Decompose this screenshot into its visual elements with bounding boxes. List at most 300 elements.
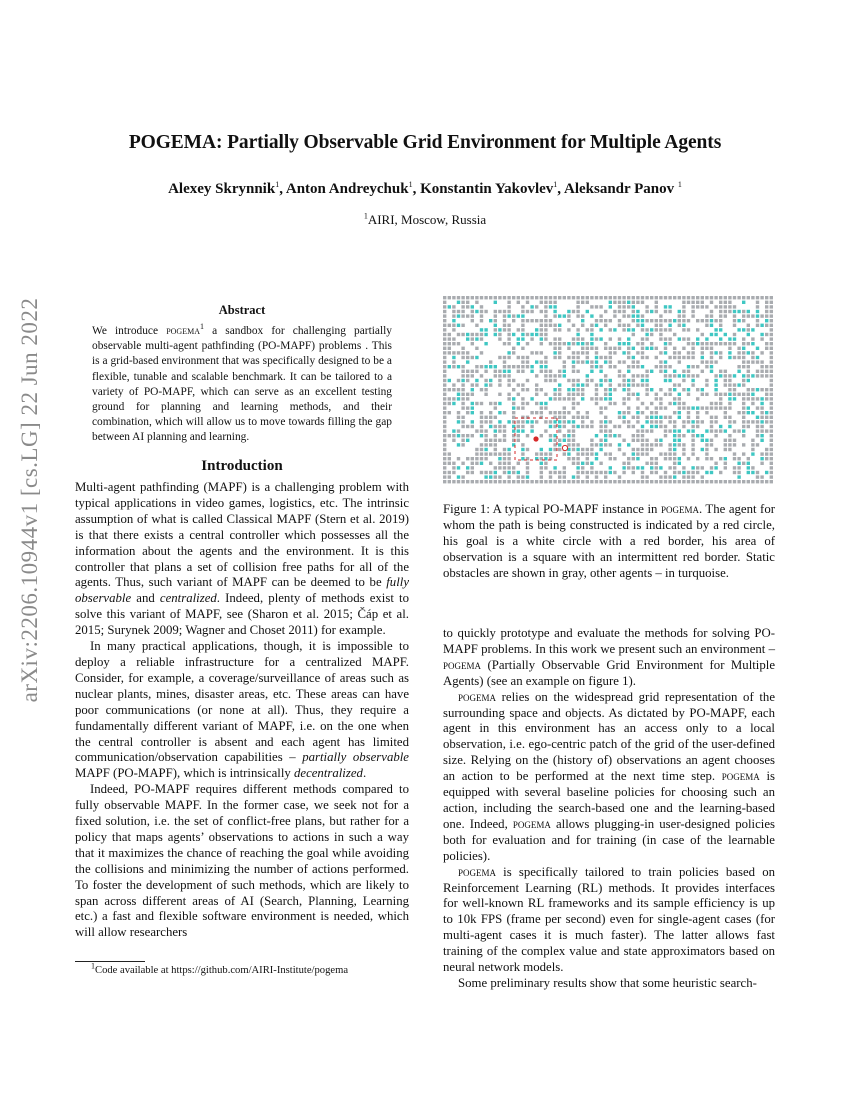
obstacle-cell: [443, 471, 446, 474]
obstacle-cell: [489, 452, 492, 455]
obstacle-cell: [599, 462, 602, 465]
obstacle-cell: [742, 342, 745, 345]
obstacle-cell: [475, 324, 478, 327]
obstacle-cell: [691, 480, 694, 483]
obstacle-cell: [572, 457, 575, 460]
obstacle-cell: [710, 310, 713, 313]
obstacle-cell: [645, 462, 648, 465]
other-agent-cell: [747, 406, 750, 409]
obstacle-cell: [572, 365, 575, 368]
other-agent-cell: [618, 411, 621, 414]
obstacle-cell: [494, 466, 497, 469]
obstacle-cell: [586, 475, 589, 478]
obstacle-cell: [517, 462, 520, 465]
obstacle-cell: [770, 324, 773, 327]
obstacle-cell: [609, 434, 612, 437]
obstacle-cell: [659, 296, 662, 299]
obstacle-cell: [443, 310, 446, 313]
obstacle-cell: [760, 416, 763, 419]
obstacle-cell: [724, 443, 727, 446]
obstacle-cell: [448, 411, 451, 414]
obstacle-cell: [489, 411, 492, 414]
obstacle-cell: [581, 425, 584, 428]
obstacle-cell: [618, 305, 621, 308]
other-agent-cell: [678, 310, 681, 313]
other-agent-cell: [737, 328, 740, 331]
obstacle-cell: [678, 434, 681, 437]
other-agent-cell: [655, 425, 658, 428]
obstacle-cell: [484, 429, 487, 432]
other-agent-cell: [673, 434, 676, 437]
other-agent-cell: [480, 462, 483, 465]
obstacle-cell: [710, 347, 713, 350]
other-agent-cell: [567, 420, 570, 423]
obstacle-cell: [475, 448, 478, 451]
obstacle-cell: [590, 397, 593, 400]
obstacle-cell: [756, 425, 759, 428]
other-agent-cell: [751, 374, 754, 377]
obstacle-cell: [457, 333, 460, 336]
other-agent-cell: [609, 393, 612, 396]
obstacle-cell: [701, 347, 704, 350]
obstacle-cell: [604, 374, 607, 377]
obstacle-cell: [668, 374, 671, 377]
obstacle-cell: [540, 301, 543, 304]
obstacle-cell: [581, 351, 584, 354]
obstacle-cell: [461, 296, 464, 299]
obstacle-cell: [733, 466, 736, 469]
obstacle-cell: [687, 356, 690, 359]
other-agent-cell: [751, 342, 754, 345]
obstacle-cell: [714, 462, 717, 465]
other-agent-cell: [517, 342, 520, 345]
obstacle-cell: [705, 457, 708, 460]
obstacle-cell: [710, 406, 713, 409]
other-agent-cell: [719, 328, 722, 331]
obstacle-cell: [627, 324, 630, 327]
obstacle-cell: [618, 296, 621, 299]
obstacle-cell: [659, 402, 662, 405]
obstacle-cell: [655, 443, 658, 446]
obstacle-cell: [443, 411, 446, 414]
obstacle-cell: [443, 370, 446, 373]
obstacle-cell: [691, 475, 694, 478]
obstacle-cell: [530, 296, 533, 299]
other-agent-cell: [756, 310, 759, 313]
obstacle-cell: [572, 351, 575, 354]
obstacle-cell: [507, 356, 510, 359]
other-agent-cell: [622, 466, 625, 469]
obstacle-cell: [452, 337, 455, 340]
obstacle-cell: [466, 457, 469, 460]
obstacle-cell: [581, 420, 584, 423]
obstacle-cell: [636, 420, 639, 423]
other-agent-cell: [530, 397, 533, 400]
other-agent-cell: [747, 466, 750, 469]
obstacle-cell: [526, 388, 529, 391]
other-agent-cell: [613, 434, 616, 437]
other-agent-cell: [751, 393, 754, 396]
obstacle-cell: [701, 393, 704, 396]
obstacle-cell: [553, 471, 556, 474]
obstacle-cell: [521, 383, 524, 386]
obstacle-cell: [553, 324, 556, 327]
obstacle-cell: [705, 411, 708, 414]
obstacle-cell: [765, 301, 768, 304]
obstacle-cell: [645, 383, 648, 386]
other-agent-cell: [549, 439, 552, 442]
obstacle-cell: [632, 333, 635, 336]
other-agent-cell: [448, 379, 451, 382]
obstacle-cell: [632, 448, 635, 451]
obstacle-cell: [756, 324, 759, 327]
other-agent-cell: [751, 411, 754, 414]
obstacle-cell: [599, 319, 602, 322]
obstacle-cell: [659, 328, 662, 331]
other-agent-cell: [457, 314, 460, 317]
obstacle-cell: [724, 314, 727, 317]
obstacle-cell: [461, 416, 464, 419]
obstacle-cell: [756, 443, 759, 446]
obstacle-cell: [471, 319, 474, 322]
affiliation-mark: 1: [363, 211, 368, 221]
obstacle-cell: [558, 351, 561, 354]
obstacle-cell: [576, 457, 579, 460]
obstacle-cell: [645, 429, 648, 432]
obstacle-cell: [595, 475, 598, 478]
other-agent-cell: [751, 471, 754, 474]
obstacle-cell: [576, 310, 579, 313]
obstacle-cell: [448, 388, 451, 391]
obstacle-cell: [576, 314, 579, 317]
obstacle-cell: [512, 365, 515, 368]
obstacle-cell: [719, 402, 722, 405]
obstacle-cell: [540, 324, 543, 327]
obstacle-cell: [457, 411, 460, 414]
obstacle-cell: [678, 360, 681, 363]
obstacle-cell: [622, 420, 625, 423]
obstacle-cell: [687, 475, 690, 478]
other-agent-cell: [599, 337, 602, 340]
other-agent-cell: [475, 310, 478, 313]
obstacle-cell: [664, 328, 667, 331]
obstacle-cell: [475, 296, 478, 299]
obstacle-cell: [549, 301, 552, 304]
obstacle-cell: [691, 351, 694, 354]
obstacle-cell: [586, 347, 589, 350]
obstacle-cell: [572, 439, 575, 442]
obstacle-cell: [742, 411, 745, 414]
obstacle-cell: [475, 333, 478, 336]
obstacle-cell: [461, 383, 464, 386]
obstacle-cell: [659, 480, 662, 483]
obstacle-cell: [678, 314, 681, 317]
obstacle-cell: [475, 301, 478, 304]
obstacle-cell: [682, 328, 685, 331]
obstacle-cell: [742, 402, 745, 405]
obstacle-cell: [517, 475, 520, 478]
obstacle-cell: [770, 374, 773, 377]
obstacle-cell: [641, 347, 644, 350]
obstacle-cell: [498, 452, 501, 455]
obstacle-cell: [517, 356, 520, 359]
obstacle-cell: [687, 342, 690, 345]
obstacle-cell: [770, 397, 773, 400]
other-agent-cell: [480, 328, 483, 331]
obstacle-cell: [443, 439, 446, 442]
other-agent-cell: [521, 429, 524, 432]
other-agent-cell: [710, 324, 713, 327]
obstacle-cell: [466, 351, 469, 354]
obstacle-cell: [544, 356, 547, 359]
obstacle-cell: [641, 411, 644, 414]
obstacle-cell: [443, 351, 446, 354]
obstacle-cell: [678, 383, 681, 386]
other-agent-cell: [609, 301, 612, 304]
obstacle-cell: [682, 448, 685, 451]
obstacle-cell: [701, 466, 704, 469]
obstacle-cell: [494, 310, 497, 313]
obstacle-cell: [544, 337, 547, 340]
obstacle-cell: [627, 347, 630, 350]
other-agent-cell: [673, 448, 676, 451]
obstacle-cell: [650, 480, 653, 483]
obstacle-cell: [595, 296, 598, 299]
other-agent-cell: [714, 388, 717, 391]
obstacle-cell: [691, 383, 694, 386]
obstacle-cell: [461, 365, 464, 368]
obstacle-cell: [498, 333, 501, 336]
other-agent-cell: [498, 328, 501, 331]
agent-goal: [562, 445, 567, 450]
obstacle-cell: [659, 337, 662, 340]
other-agent-cell: [627, 370, 630, 373]
obstacle-cell: [549, 420, 552, 423]
obstacle-cell: [526, 402, 529, 405]
obstacle-cell: [668, 310, 671, 313]
obstacle-cell: [705, 360, 708, 363]
obstacle-cell: [480, 425, 483, 428]
other-agent-cell: [696, 406, 699, 409]
obstacle-cell: [576, 452, 579, 455]
obstacle-cell: [645, 475, 648, 478]
obstacle-cell: [655, 397, 658, 400]
obstacle-cell: [576, 370, 579, 373]
obstacle-cell: [613, 310, 616, 313]
obstacle-cell: [563, 296, 566, 299]
obstacle-cell: [457, 416, 460, 419]
obstacle-cell: [480, 296, 483, 299]
obstacle-cell: [503, 365, 506, 368]
obstacle-cell: [622, 402, 625, 405]
obstacle-cell: [632, 319, 635, 322]
obstacle-cell: [540, 434, 543, 437]
obstacle-cell: [733, 342, 736, 345]
obstacle-cell: [733, 429, 736, 432]
other-agent-cell: [498, 402, 501, 405]
obstacle-cell: [714, 402, 717, 405]
obstacle-cell: [466, 397, 469, 400]
obstacle-cell: [484, 457, 487, 460]
obstacle-cell: [696, 420, 699, 423]
obstacle-cell: [590, 448, 593, 451]
obstacle-cell: [489, 439, 492, 442]
obstacle-cell: [595, 347, 598, 350]
obstacle-cell: [609, 402, 612, 405]
obstacle-cell: [563, 420, 566, 423]
obstacle-cell: [535, 480, 538, 483]
other-agent-cell: [540, 365, 543, 368]
obstacle-cell: [572, 379, 575, 382]
obstacle-cell: [742, 420, 745, 423]
other-agent-cell: [526, 475, 529, 478]
obstacle-cell: [572, 402, 575, 405]
other-agent-cell: [719, 425, 722, 428]
obstacle-cell: [655, 310, 658, 313]
other-agent-cell: [705, 337, 708, 340]
obstacle-cell: [696, 296, 699, 299]
obstacle-cell: [632, 374, 635, 377]
obstacle-cell: [760, 314, 763, 317]
obstacle-cell: [466, 379, 469, 382]
obstacle-cell: [705, 383, 708, 386]
obstacle-cell: [480, 443, 483, 446]
obstacle-cell: [655, 328, 658, 331]
obstacle-cell: [443, 443, 446, 446]
obstacle-cell: [756, 374, 759, 377]
obstacle-cell: [742, 397, 745, 400]
other-agent-cell: [572, 420, 575, 423]
other-agent-cell: [627, 337, 630, 340]
obstacle-cell: [535, 402, 538, 405]
other-agent-cell: [599, 443, 602, 446]
obstacle-cell: [770, 443, 773, 446]
obstacle-cell: [521, 475, 524, 478]
obstacle-cell: [526, 434, 529, 437]
obstacle-cell: [742, 351, 745, 354]
obstacle-cell: [747, 365, 750, 368]
obstacle-cell: [544, 429, 547, 432]
obstacle-cell: [512, 347, 515, 350]
other-agent-cell: [563, 439, 566, 442]
obstacle-cell: [535, 383, 538, 386]
other-agent-cell: [678, 337, 681, 340]
obstacle-cell: [595, 402, 598, 405]
obstacle-cell: [641, 480, 644, 483]
obstacle-cell: [544, 420, 547, 423]
other-agent-cell: [553, 466, 556, 469]
obstacle-cell: [622, 379, 625, 382]
obstacle-cell: [728, 296, 731, 299]
obstacle-cell: [503, 374, 506, 377]
obstacle-cell: [530, 337, 533, 340]
obstacle-cell: [655, 471, 658, 474]
obstacle-cell: [595, 388, 598, 391]
obstacle-cell: [632, 393, 635, 396]
obstacle-cell: [443, 425, 446, 428]
other-agent-cell: [641, 379, 644, 382]
obstacle-cell: [760, 370, 763, 373]
other-agent-cell: [613, 328, 616, 331]
obstacle-cell: [530, 310, 533, 313]
other-agent-cell: [494, 324, 497, 327]
obstacle-cell: [572, 397, 575, 400]
obstacle-cell: [443, 393, 446, 396]
obstacle-cell: [599, 425, 602, 428]
obstacle-cell: [581, 416, 584, 419]
other-agent-cell: [733, 374, 736, 377]
other-agent-cell: [678, 439, 681, 442]
obstacle-cell: [724, 406, 727, 409]
obstacle-cell: [765, 342, 768, 345]
other-agent-cell: [742, 301, 745, 304]
obstacle-cell: [747, 480, 750, 483]
obstacle-cell: [682, 296, 685, 299]
obstacle-cell: [705, 314, 708, 317]
other-agent-cell: [760, 402, 763, 405]
obstacle-cell: [553, 480, 556, 483]
other-agent-cell: [484, 333, 487, 336]
other-agent-cell: [567, 434, 570, 437]
obstacle-cell: [503, 314, 506, 317]
obstacle-cell: [466, 305, 469, 308]
obstacle-cell: [678, 319, 681, 322]
obstacle-cell: [682, 314, 685, 317]
obstacle-cell: [650, 448, 653, 451]
obstacle-cell: [765, 457, 768, 460]
other-agent-cell: [728, 393, 731, 396]
obstacle-cell: [682, 305, 685, 308]
other-agent-cell: [567, 310, 570, 313]
other-agent-cell: [604, 397, 607, 400]
obstacle-cell: [448, 351, 451, 354]
obstacle-cell: [471, 374, 474, 377]
obstacle-cell: [668, 429, 671, 432]
obstacle-cell: [770, 328, 773, 331]
obstacle-cell: [498, 383, 501, 386]
obstacle-cell: [443, 319, 446, 322]
other-agent-cell: [622, 351, 625, 354]
obstacle-cell: [691, 342, 694, 345]
obstacle-cell: [770, 301, 773, 304]
obstacle-cell: [632, 471, 635, 474]
obstacle-cell: [471, 310, 474, 313]
obstacle-cell: [691, 439, 694, 442]
obstacle-cell: [710, 314, 713, 317]
obstacle-cell: [760, 452, 763, 455]
obstacle-cell: [526, 296, 529, 299]
obstacle-cell: [443, 365, 446, 368]
obstacle-cell: [521, 370, 524, 373]
obstacle-cell: [599, 420, 602, 423]
obstacle-cell: [691, 448, 694, 451]
author-affiliation-mark: 1: [275, 180, 280, 189]
other-agent-cell: [724, 333, 727, 336]
obstacle-cell: [471, 333, 474, 336]
obstacle-cell: [696, 411, 699, 414]
other-agent-cell: [622, 342, 625, 345]
paragraph: pogema relies on the widespread grid representation of the surrounding space and objects. As dictated by PO-MAPF, each agent in this environment has an access only to a local observation, i.e. ego-centric patch of the grid of the user-defined size. Relying on the (history of) observations an agent chooses an action to be performed at the next time step. pogema is equipped with several baseline policies for choosing such an action, including the search-based one and the learning-based one. Indeed, pogema allows plugging-in user-designed policies both for evaluation and for training (in case of the learnable policies).: [443, 689, 775, 863]
other-agent-cell: [673, 402, 676, 405]
obstacle-cell: [609, 347, 612, 350]
obstacle-cell: [507, 337, 510, 340]
other-agent-cell: [471, 305, 474, 308]
other-agent-cell: [544, 365, 547, 368]
obstacle-cell: [461, 480, 464, 483]
other-agent-cell: [714, 351, 717, 354]
obstacle-cell: [507, 452, 510, 455]
obstacle-cell: [503, 360, 506, 363]
